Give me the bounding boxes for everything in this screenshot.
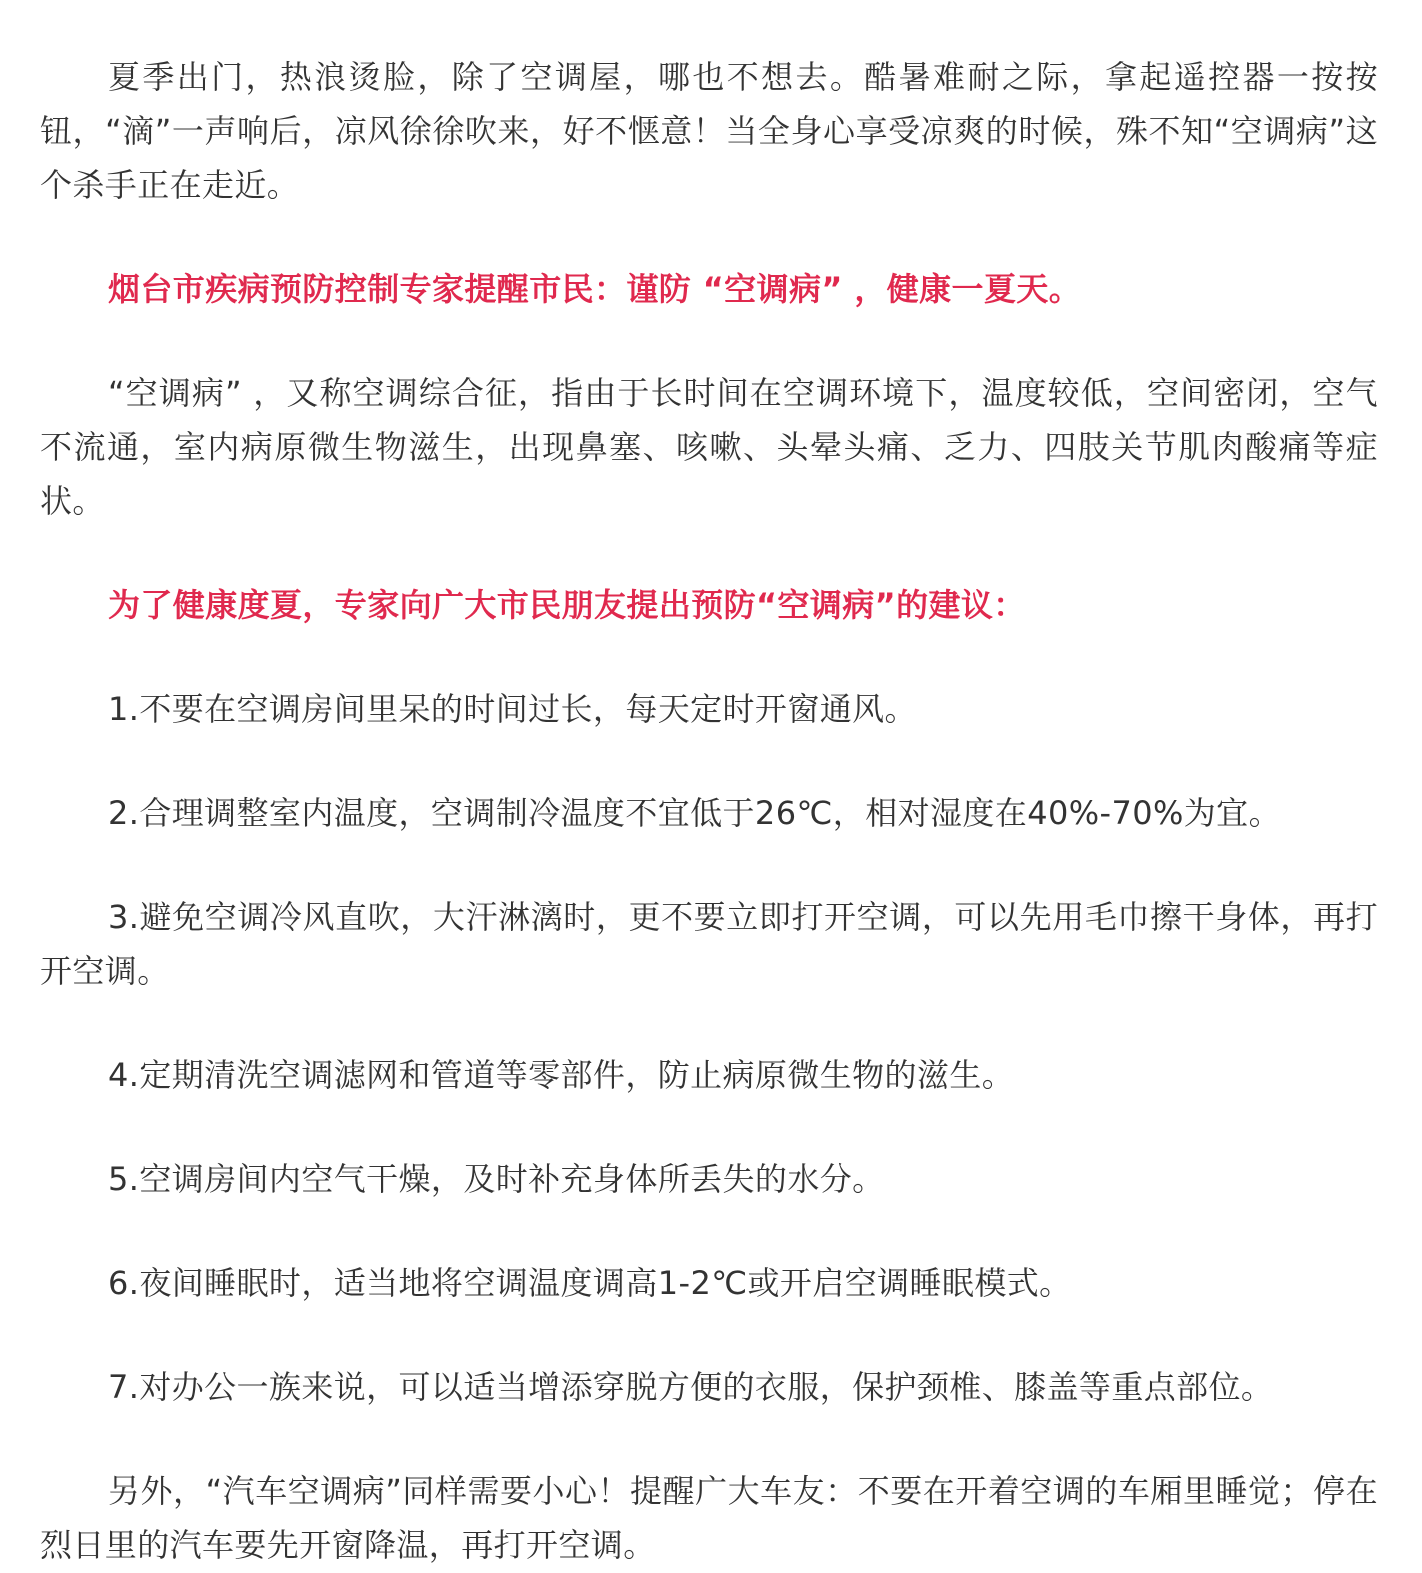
tip-item-5: 5.空调房间内空气干燥，及时补充身体所丢失的水分。 — [108, 1160, 885, 1198]
paragraph-spacer — [40, 998, 1378, 1048]
tip-item-4: 4.定期清洗空调滤网和管道等零部件，防止病原微生物的滋生。 — [108, 1056, 1015, 1094]
closing-paragraph: 另外，“汽车空调病”同样需要小心！提醒广大车友：不要在开着空调的车厢里睡觉；停在烈日里的汽车要先开窗降温，再打开空调。 — [40, 1472, 1378, 1564]
section-heading-advice: 为了健康度夏，专家向广大市民朋友提出预防“空调病”的建议： — [108, 586, 1026, 624]
paragraph-spacer — [40, 1102, 1378, 1152]
paragraph-spacer — [40, 212, 1378, 262]
paragraph-spacer — [40, 528, 1378, 578]
paragraph-spacer — [40, 736, 1378, 786]
tip-item-2: 2.合理调整室内温度，空调制冷温度不宜低于26℃，相对湿度在40%-70%为宜。 — [108, 794, 1281, 832]
paragraph-spacer — [40, 1206, 1378, 1256]
intro-paragraph: 夏季出门，热浪烫脸，除了空调屋，哪也不想去。酷暑难耐之际，拿起遥控器一按按钮，“滴”一声响后，凉风徐徐吹来，好不惬意！当全身心享受凉爽的时候，殊不知“空调病”这个杀手正在走近。 — [40, 58, 1378, 204]
paragraph-spacer — [40, 632, 1378, 682]
tip-item-3: 3.避免空调冷风直吹，大汗淋漓时，更不要立即打开空调，可以先用毛巾擦干身体，再打开空调。 — [40, 898, 1378, 990]
tip-item-6: 6.夜间睡眠时，适当地将空调温度调高1-2℃或开启空调睡眠模式。 — [108, 1264, 1072, 1302]
tip-item-1: 1.不要在空调房间里呆的时间过长，每天定时开窗通风。 — [108, 690, 917, 728]
section-heading-warning: 烟台市疾病预防控制专家提醒市民：谨防 “空调病” ，健康一夏天。 — [108, 270, 1082, 308]
definition-paragraph: “空调病” ，又称空调综合征，指由于长时间在空调环境下，温度较低，空间密闭，空气不流通，室内病原微生物滋生，出现鼻塞、咳嗽、头晕头痛、乏力、四肢关节肌肉酸痛等症状。 — [40, 374, 1378, 520]
article-body — [40, 50, 1378, 1572]
paragraph-spacer — [40, 840, 1378, 890]
tip-item-7: 7.对办公一族来说，可以适当增添穿脱方便的衣服，保护颈椎、膝盖等重点部位。 — [108, 1368, 1274, 1406]
paragraph-spacer — [40, 1310, 1378, 1360]
paragraph-spacer — [40, 1414, 1378, 1464]
paragraph-spacer — [40, 316, 1378, 366]
